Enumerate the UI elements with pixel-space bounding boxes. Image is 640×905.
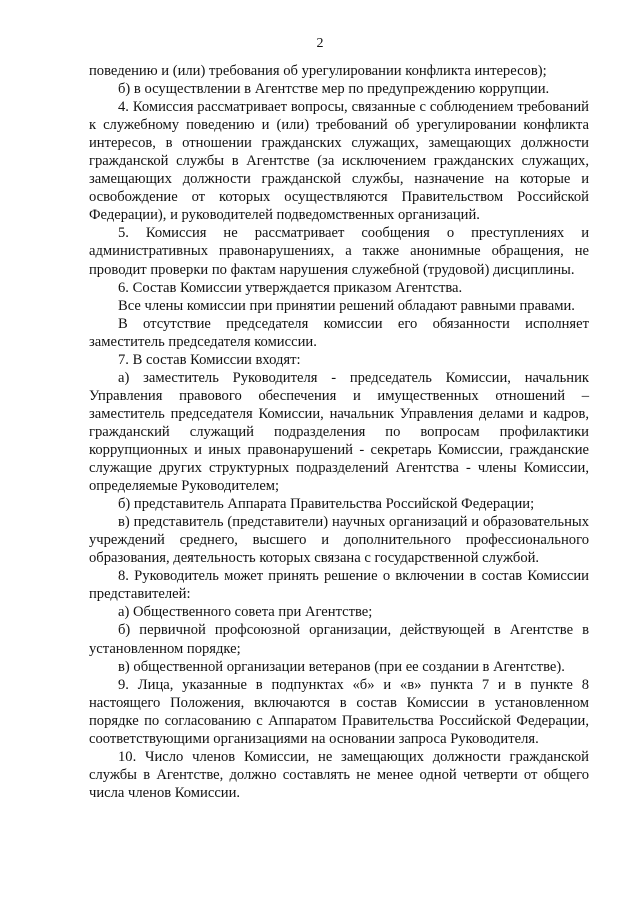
paragraph-6-equal-rights: Все члены комиссии при принятии решений обладают равными правами. bbox=[118, 297, 575, 314]
paragraph-item-3b: б) в осуществлении в Агентстве мер по предупреждению коррупции. bbox=[118, 81, 550, 98]
page-number: 2 bbox=[316, 36, 324, 51]
paragraph-9: 9. Лица, указанные в подпунктах «б» и «в» пункта 7 и в пункте 8 настоящего Положения, включаются в состав Комиссии в установленном порядке по согласованию с Аппаратом Правительства Российской Федерации, соответствующими организациями на основании запроса Руководителя. bbox=[89, 676, 589, 747]
paragraph-7a: а) заместитель Руководителя - председатель Комиссии, начальник Управления правового обеспечения и имущественных отношений – заместитель председателя Комиссии, начальник Управления делами и кадров, гражданский служащий подразделения по вопросам профилактики коррупционных и иных правонарушений - секретарь Комиссии, гражданские служащие других структурных подразделений Агентства - члены Комиссии, определяемые Руководителем; bbox=[89, 369, 589, 495]
paragraph-8a: а) Общественного совета при Агентстве; bbox=[118, 604, 373, 621]
paragraph-7: 7. В состав Комиссии входят: bbox=[118, 351, 301, 368]
paragraph-5: 5. Комиссия не рассматривает сообщения о преступлениях и административных правонарушениях, а также анонимные обращения, не проводит проверки по фактам нарушения служебной (трудовой) дисциплины. bbox=[89, 225, 589, 278]
document-body bbox=[89, 62, 589, 802]
paragraph-6-deputy: В отсутствие председателя комиссии его обязанности исполняет заместитель председателя комиссии. bbox=[89, 315, 589, 350]
paragraph-8b: б) первичной профсоюзной организации, действующей в Агентстве в установленном порядке; bbox=[89, 622, 589, 657]
paragraph-6: 6. Состав Комиссии утверждается приказом Агентства. bbox=[118, 279, 463, 296]
paragraph-continuation: поведению и (или) требования об урегулировании конфликта интересов); bbox=[89, 63, 547, 79]
paragraph-10: 10. Число членов Комиссии, не замещающих должности гражданской службы в Агентстве, должно составлять не менее одной четверти от общего числа членов Комиссии. bbox=[89, 748, 589, 801]
paragraph-8: 8. Руководитель может принять решение о включении в состав Комиссии представителей: bbox=[89, 568, 589, 603]
paragraph-7b: б) представитель Аппарата Правительства Российской Федерации; bbox=[118, 496, 535, 513]
paragraph-4: 4. Комиссия рассматривает вопросы, связанные с соблюдением требований к служебному поведению и (или) требований об урегулировании конфликта интересов, в отношении гражданских служащих, замещающих должности гражданской службы в Агентстве (за исключением гражданских служащих, замещающих должности гражданской службы, назначение на которые и освобождение от которых осуществляются Правительством Российской Федерации), и руководителей подведомственных организаций. bbox=[89, 99, 589, 224]
paragraph-7c: в) представитель (представители) научных организаций и образовательных учреждений среднего, высшего и дополнительного профессионального образования, деятельность которых связана с государственной службой. bbox=[89, 514, 589, 567]
paragraph-8c: в) общественной организации ветеранов (при ее создании в Агентстве). bbox=[118, 658, 565, 675]
